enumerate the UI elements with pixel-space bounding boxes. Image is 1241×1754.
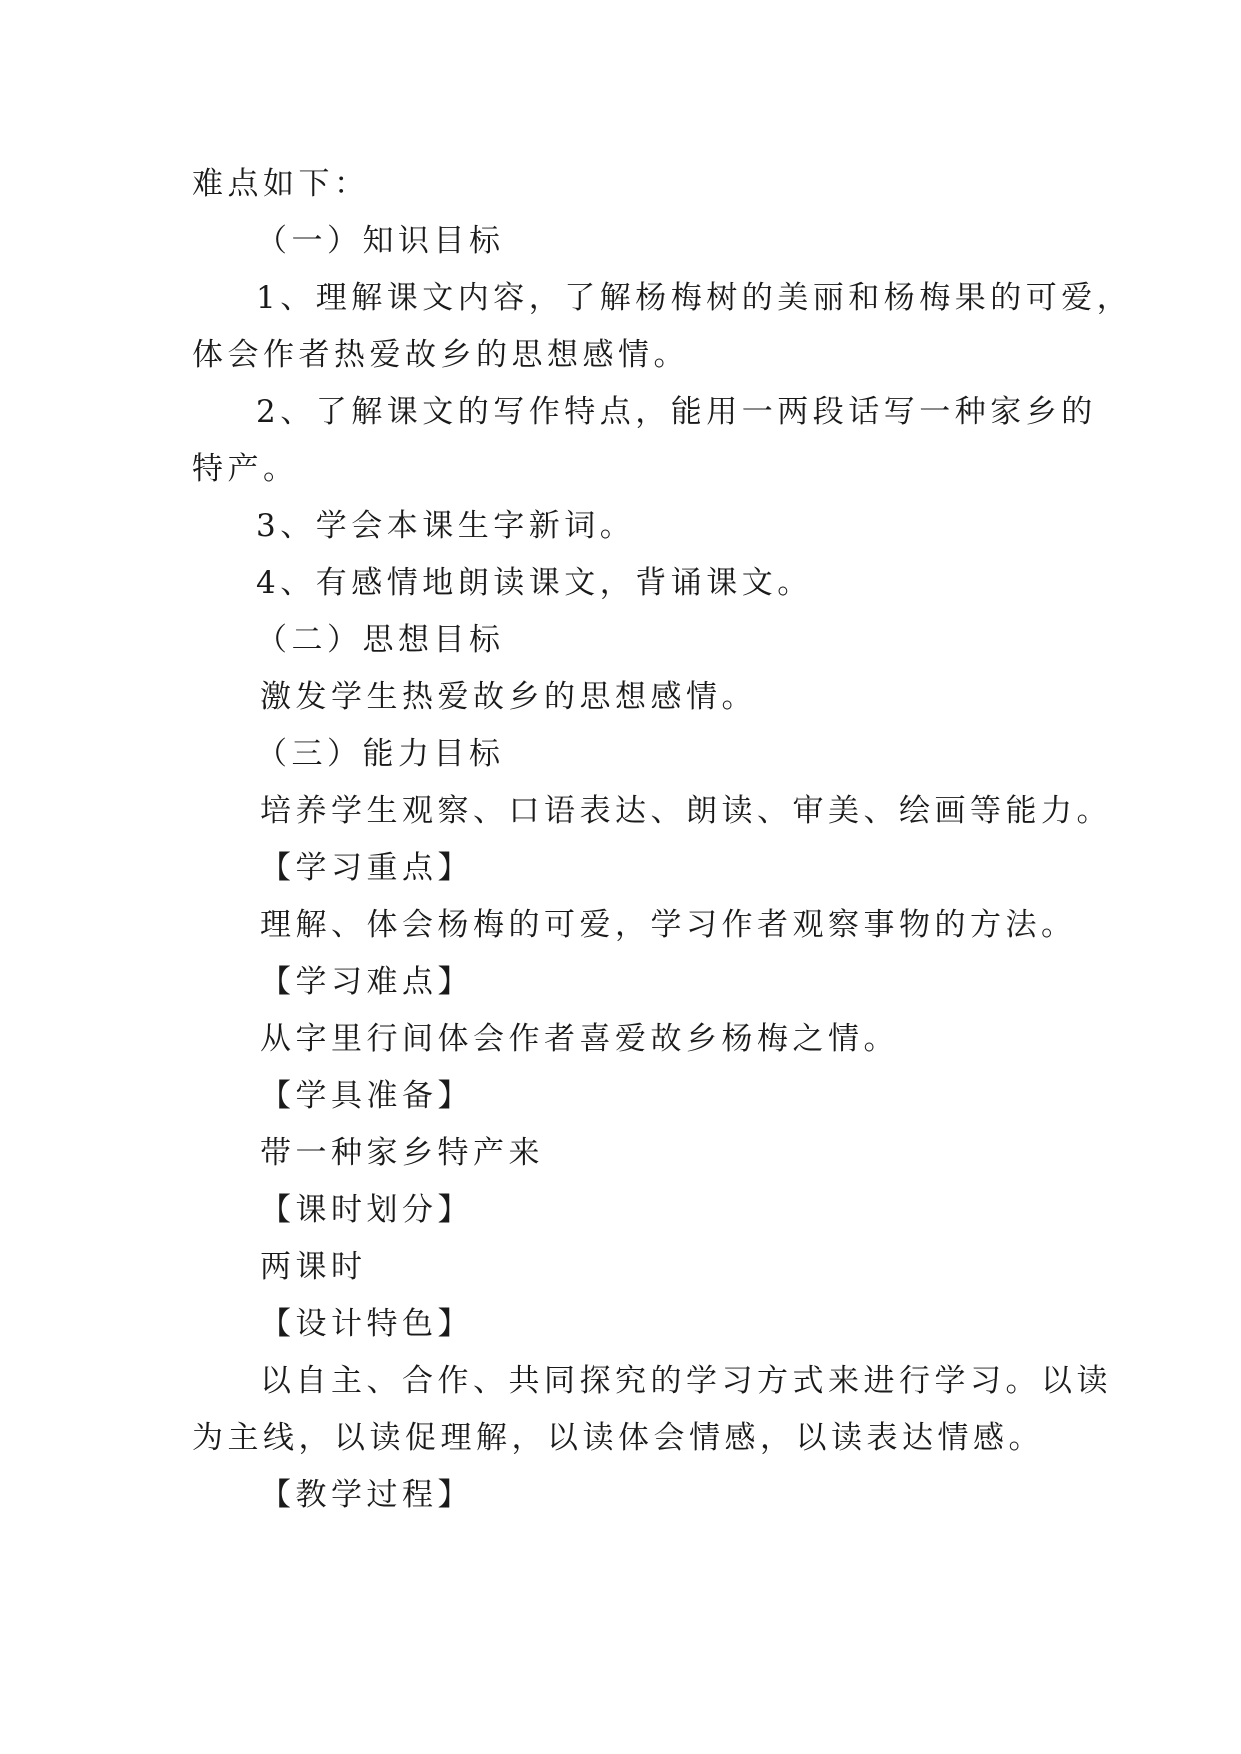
heading-lesson-division: 【课时划分】 <box>260 1192 473 1228</box>
text-line-goal-4: 4、有感情地朗读课文，背诵课文。 <box>256 565 813 601</box>
text-line-lesson-division: 两课时 <box>260 1249 367 1285</box>
text-line-difficult-points: 从字里行间体会作者喜爱故乡杨梅之情。 <box>260 1021 899 1057</box>
text-line-key-points: 理解、体会杨梅的可爱，学习作者观察事物的方法。 <box>260 907 1077 943</box>
text-line-goal-1: 1、理解课文内容，了解杨梅树的美丽和杨梅果的可爱， <box>256 280 1133 316</box>
text-line-intro: 难点如下： <box>192 166 370 202</box>
heading-thought-goals: （二）思想目标 <box>256 622 505 658</box>
text-line-design-features: 以自主、合作、共同探究的学习方式来进行学习。以读 <box>260 1363 1112 1399</box>
heading-difficult-points: 【学习难点】 <box>260 964 473 1000</box>
heading-knowledge-goals: （一）知识目标 <box>256 223 505 259</box>
text-line-design-features-cont: 为主线，以读促理解，以读体会情感，以读表达情感。 <box>192 1420 1044 1456</box>
text-line-goal-2-cont: 特产。 <box>192 451 299 487</box>
text-line-goal-1-cont: 体会作者热爱故乡的思想感情。 <box>192 337 689 373</box>
text-line-thought-goal: 激发学生热爱故乡的思想感情。 <box>260 679 757 715</box>
heading-ability-goals: （三）能力目标 <box>256 736 505 772</box>
heading-materials: 【学具准备】 <box>260 1078 473 1114</box>
text-line-ability-goal: 培养学生观察、口语表达、朗读、审美、绘画等能力。 <box>260 793 1112 829</box>
heading-key-points: 【学习重点】 <box>260 850 473 886</box>
heading-design-features: 【设计特色】 <box>260 1306 473 1342</box>
text-line-goal-3: 3、学会本课生字新词。 <box>256 508 636 544</box>
heading-teaching-process: 【教学过程】 <box>260 1477 473 1513</box>
text-line-materials: 带一种家乡特产来 <box>260 1135 544 1171</box>
text-line-goal-2: 2、了解课文的写作特点，能用一两段话写一种家乡的 <box>256 394 1097 430</box>
